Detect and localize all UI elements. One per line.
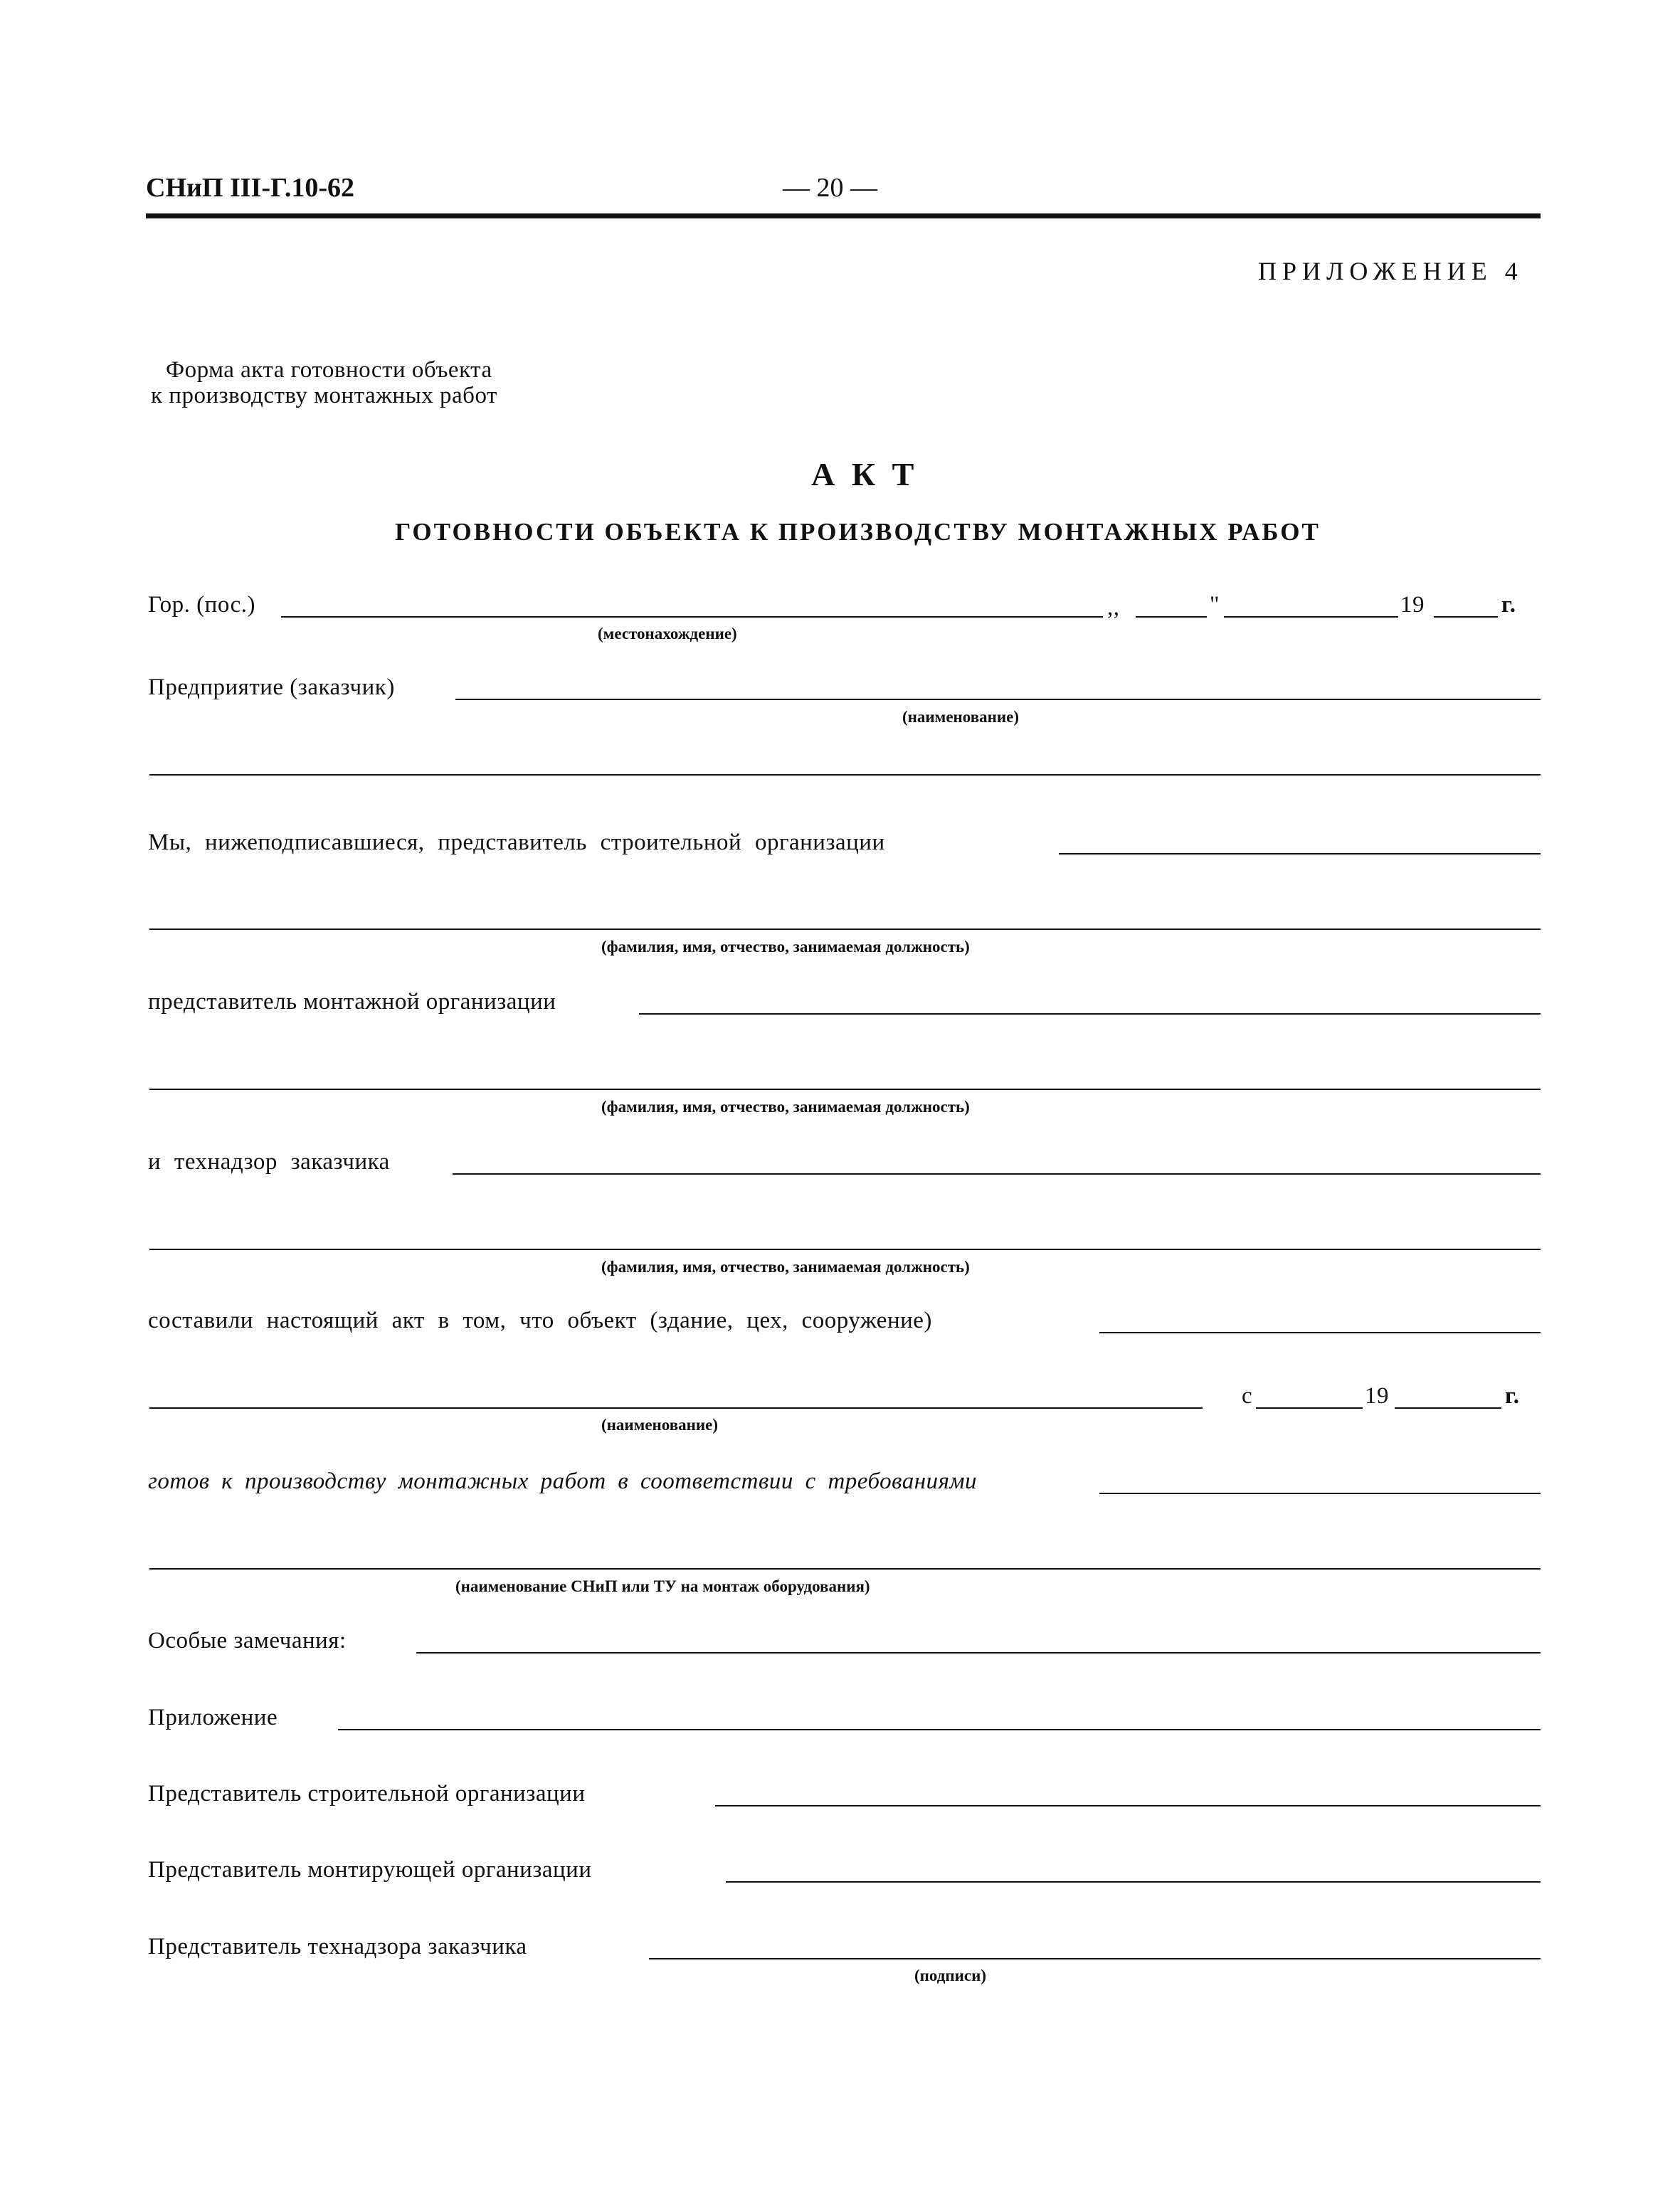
object-date-field[interactable] xyxy=(1256,1407,1363,1409)
attachment-label: Приложение xyxy=(148,1705,278,1730)
we-label: Мы, нижеподписавшиеся, представитель строительной организации xyxy=(148,830,885,855)
year-suffix: г. xyxy=(1501,592,1516,618)
construction-rep-field[interactable] xyxy=(1059,853,1541,855)
remarks-field[interactable] xyxy=(416,1652,1541,1654)
attachment-field[interactable] xyxy=(338,1729,1541,1730)
customer-rep-field[interactable] xyxy=(453,1173,1541,1175)
doc-code: СНиП III-Г.10-62 xyxy=(146,173,355,203)
appendix-label: ПРИЛОЖЕНИЕ 4 xyxy=(1258,257,1523,285)
day-field[interactable] xyxy=(1136,616,1207,618)
customer-rep-field-2[interactable] xyxy=(149,1249,1541,1250)
city-caption: (местонахождение) xyxy=(598,625,737,642)
construction-rep-field-2[interactable] xyxy=(149,929,1541,930)
form-note-line-2: к производству монтажных работ xyxy=(151,383,497,408)
enterprise-caption: (наименование) xyxy=(902,708,1020,726)
construction-rep-caption: (фамилия, имя, отчество, занимаемая должность) xyxy=(601,938,970,956)
date-prefix: с xyxy=(1242,1383,1253,1409)
enterprise-field[interactable] xyxy=(455,699,1541,700)
object-field[interactable] xyxy=(1099,1332,1541,1333)
signatures-caption: (подписи) xyxy=(914,1967,987,1984)
document-title: А К Т xyxy=(811,456,919,492)
form-note-line-1: Форма акта готовности объекта xyxy=(166,357,492,383)
rep-mount-signature[interactable] xyxy=(726,1881,1541,1883)
month-field[interactable] xyxy=(1224,616,1398,618)
rep-mount-label: Представитель монтирующей организации xyxy=(148,1857,592,1883)
object-year-field[interactable] xyxy=(1395,1407,1501,1409)
requirements-caption: (наименование СНиП или ТУ на монтаж оборудования) xyxy=(455,1577,870,1595)
ready-label: готов к производству монтажных работ в соответствии с требованиями xyxy=(148,1469,978,1494)
requirements-field-2[interactable] xyxy=(149,1568,1541,1570)
montage-label: представитель монтажной организации xyxy=(148,989,556,1015)
city-field[interactable] xyxy=(281,616,1103,618)
enterprise-field-2[interactable] xyxy=(149,774,1541,776)
rep-build-signature[interactable] xyxy=(715,1805,1541,1806)
enterprise-label: Предприятие (заказчик) xyxy=(148,674,395,700)
rep-tech-label: Представитель технадзора заказчика xyxy=(148,1934,527,1959)
requirements-field[interactable] xyxy=(1099,1493,1541,1494)
document-subtitle: ГОТОВНОСТИ ОБЪЕКТА К ПРОИЗВОДСТВУ МОНТАЖНЫХ РАБОТ xyxy=(395,518,1321,546)
rep-build-label: Представитель строительной организации xyxy=(148,1781,586,1806)
year-field[interactable] xyxy=(1434,616,1498,618)
montage-rep-field[interactable] xyxy=(639,1013,1541,1015)
object-year-prefix: 19 xyxy=(1365,1383,1389,1409)
object-name-field[interactable] xyxy=(149,1407,1203,1409)
object-name-caption: (наименование) xyxy=(601,1416,719,1434)
remarks-label: Особые замечания: xyxy=(148,1628,347,1654)
page-number: — 20 — xyxy=(783,173,877,203)
object-label: составили настоящий акт в том, что объект (здание, цех, сооружение) xyxy=(148,1308,932,1333)
customer-rep-caption: (фамилия, имя, отчество, занимаемая должность) xyxy=(601,1258,970,1276)
quote-open: ,, xyxy=(1107,595,1120,620)
montage-rep-caption: (фамилия, имя, отчество, занимаемая должность) xyxy=(601,1098,970,1116)
customer-label: и технадзор заказчика xyxy=(148,1149,390,1175)
montage-rep-field-2[interactable] xyxy=(149,1089,1541,1090)
rep-tech-signature[interactable] xyxy=(649,1958,1541,1959)
quote-close: " xyxy=(1210,592,1220,618)
year-prefix: 19 xyxy=(1400,592,1425,618)
city-label: Гор. (пос.) xyxy=(148,592,256,618)
object-year-suffix: г. xyxy=(1505,1383,1520,1409)
header-rule xyxy=(146,213,1541,218)
